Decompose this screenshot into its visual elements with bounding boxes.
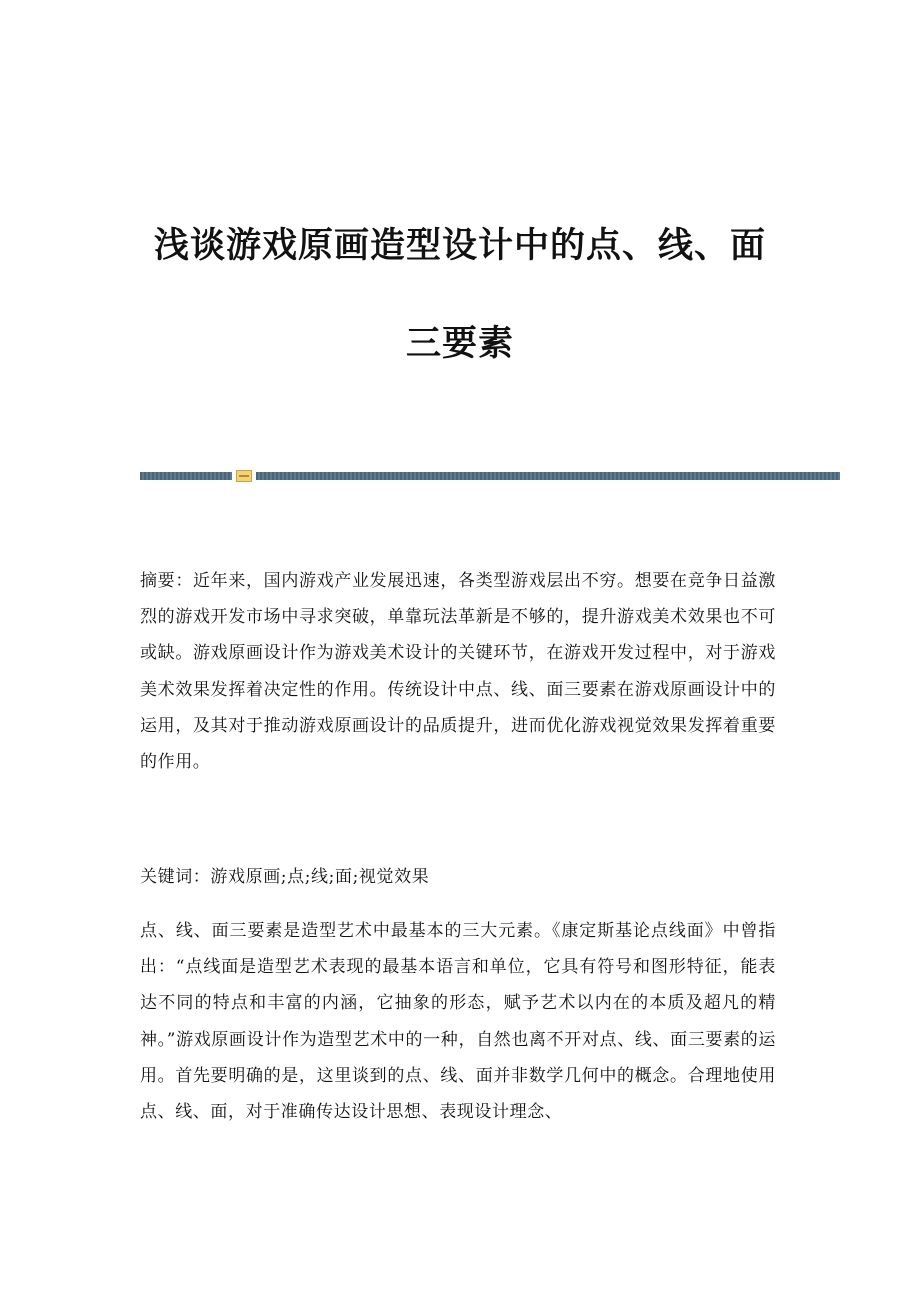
divider-left-segment — [140, 472, 232, 480]
document-title-line1: 浅谈游戏原画造型设计中的点、线、面 — [153, 225, 766, 266]
abstract-paragraph: 摘要：近年来，国内游戏产业发展迅速，各类型游戏层出不穷。想要在竞争日益激烈的游戏开发市场中寻求突破，单靠玩法革新是不够的，提升游戏美术效果也不可或缺。游戏原画设计作为游戏美术设计的关键环节，在游戏开发过程中，对于游戏美术效果发挥着决定性的作用。传统设计中点、线、面三要素在游戏原画设计中的运用，及其对于推动游戏原画设计的品质提升，进而优化游戏视觉效果发挥着重要的作用。 — [140, 571, 776, 773]
keywords-line: 关键词：游戏原画;点;线;面;视觉效果 — [140, 867, 430, 887]
divider-ornament-icon — [236, 470, 252, 482]
title-divider — [140, 470, 840, 482]
divider-right-segment — [256, 472, 840, 480]
document-title-line2: 三要素 — [405, 323, 514, 364]
body-paragraph: 点、线、面三要素是造型艺术中最基本的三大元素。《康定斯基论点线面》中曾指出：“点线面是造型艺术表现的最基本语言和单位，它具有符号和图形特征，能表达不同的特点和丰富的内涵，它抽象的形态，赋予艺术以内在的本质及超凡的精神。”游戏原画设计作为造型艺术中的一种，自然也离不开对点、线、面三要素的运用。首先要明确的是，这里谈到的点、线、面并非数学几何中的概念。合理地使用点、线、面，对于准确传达设计思想、表现设计理念、 — [140, 921, 776, 1123]
